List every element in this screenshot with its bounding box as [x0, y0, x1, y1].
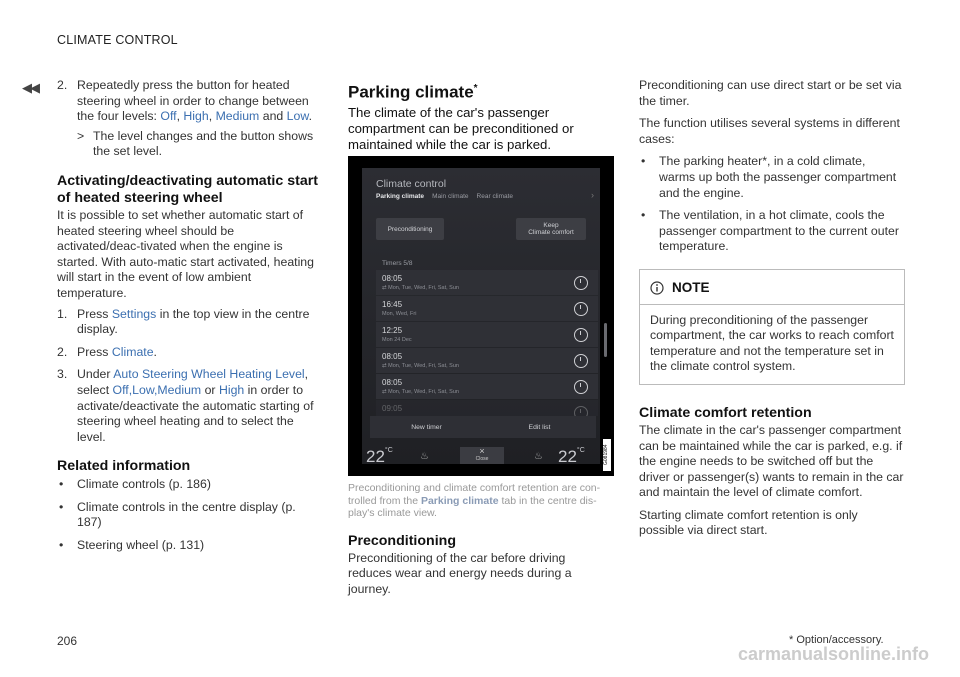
temp-value: 22 [366, 447, 385, 466]
tab-rear-climate[interactable]: Rear climate [476, 193, 514, 200]
separator: , [176, 109, 184, 124]
step-text: or [201, 382, 219, 397]
note-box [639, 269, 905, 385]
step-3 [57, 367, 319, 445]
step-2b [57, 345, 319, 361]
paragraph: Preconditioning can use direct start or be set via the timer. [639, 78, 902, 108]
step-text: in the top view in the centre display. [77, 306, 310, 337]
list-text: The ventilation, in a hot climate, cools the passenger compartment to the current outer temperature. [659, 208, 899, 254]
paragraph: The climate in the car's passenger compartment can be maintained while the car is parked, e.g. if the engine needs to be switched off but the driver or passenger(s) wants to remain in the car and maintain the level of climate comfort. [639, 422, 904, 500]
conjunction: and [259, 109, 287, 124]
column-middle [348, 79, 616, 153]
new-timer-button[interactable]: New timer [411, 423, 442, 431]
step-1 [57, 307, 319, 338]
parking-climate-heading [348, 79, 616, 103]
screen-title: Climate control [376, 178, 447, 190]
double-chevron-left-icon[interactable]: ◀◀ [22, 80, 38, 95]
step-number: 3. [57, 367, 68, 382]
timer-row[interactable] [376, 296, 598, 321]
bullet: • [641, 208, 646, 223]
section-heading: Activating/deactivating automatic start of heated steering wheel [57, 172, 318, 206]
paragraph: The function utilises several systems in different cases: [639, 116, 900, 146]
close-icon: × [479, 446, 485, 456]
scrollbar[interactable] [604, 323, 607, 357]
screen-tabs [376, 193, 513, 200]
bullet: • [59, 538, 64, 553]
step-text: Repeatedly press the button for heated steering wheel in order to change between the four levels: [77, 78, 309, 124]
timer-time: 08:05 [382, 378, 403, 387]
timer-list [376, 270, 598, 416]
step-text: , select [77, 367, 309, 397]
timer-time: 08:05 [382, 352, 403, 361]
chevron-right-icon[interactable]: › [591, 190, 594, 200]
caption-highlight: Parking climate [420, 494, 499, 507]
note-title: NOTE [672, 279, 710, 295]
timer-time: 09:05 [382, 404, 403, 413]
related-item[interactable] [57, 477, 319, 493]
list-item [639, 154, 905, 201]
image-caption [348, 482, 608, 520]
period: . [308, 109, 312, 124]
related-heading: Related information [57, 458, 191, 475]
footnote: * Option/accessory. [789, 634, 884, 646]
temp-unit: °C [384, 447, 393, 454]
setting-option-high: High [218, 382, 245, 397]
level-high: High [183, 109, 209, 124]
timer-days: ⇄ Mon, Tue, Wed, Fri, Sat, Sun [382, 363, 459, 369]
step-2 [57, 78, 319, 125]
timer-row[interactable] [376, 348, 598, 373]
clock-icon[interactable] [574, 406, 588, 416]
timer-actions [370, 416, 596, 438]
bullet: • [641, 154, 646, 169]
preconditioning-heading: Preconditioning [348, 532, 456, 549]
bullet: • [59, 477, 64, 492]
bullet: • [59, 499, 64, 514]
level-off: Off [160, 109, 177, 124]
timer-time: 16:45 [382, 300, 403, 309]
step-text: . [153, 344, 157, 359]
related-item[interactable] [57, 538, 319, 554]
preconditioning-button[interactable]: Preconditioning [376, 218, 444, 240]
note-header [650, 280, 894, 296]
step-text: Under [77, 367, 114, 382]
note-divider [640, 304, 904, 305]
step-text: in order to activate/deactivate the automatic starting of steering wheel heating and to select the level. [77, 382, 314, 444]
timer-time: 12:25 [382, 326, 403, 335]
caption-text: Preconditioning and climate comfort retention are con-trolled from the [348, 482, 601, 507]
seat-heat-right-icon[interactable]: ♨ [534, 451, 543, 462]
tab-parking-climate[interactable]: Parking climate [376, 193, 425, 200]
related-link[interactable]: Climate controls in the centre display (p. 187) [77, 499, 296, 530]
temp-right[interactable] [558, 447, 585, 467]
column-right [639, 78, 905, 539]
timer-row[interactable] [376, 270, 598, 295]
temp-left[interactable] [366, 447, 393, 467]
page-number: 206 [57, 634, 78, 648]
column-left [57, 78, 319, 554]
climate-screen-image [348, 156, 614, 476]
comfort-retention-heading: Climate comfort retention [639, 404, 812, 421]
edit-list-button[interactable]: Edit list [528, 423, 551, 431]
timer-days: Mon 24 Dec [382, 337, 412, 343]
clock-icon[interactable] [574, 328, 588, 342]
heading-text: Parking climate [348, 82, 474, 102]
button-line: Keep [543, 222, 559, 229]
timer-days: ⇄ Mon, Tue, Wed, Fri, Sat, Sun [382, 389, 459, 395]
info-icon [650, 281, 664, 295]
close-label: Close [475, 456, 489, 462]
timer-row[interactable] [376, 400, 598, 416]
related-link[interactable]: Steering wheel (p. 131) [77, 538, 205, 553]
timer-days: Mon, Wed, Fri [382, 311, 417, 317]
clock-icon[interactable] [574, 380, 588, 394]
level-medium: Medium [215, 109, 260, 124]
step-number: 1. [57, 306, 68, 321]
result-marker: > [77, 128, 85, 143]
paragraph: Starting climate comfort retention is only possible via direct start. [639, 507, 858, 538]
keep-climate-comfort-button[interactable] [516, 218, 586, 240]
option-marker: * [473, 83, 478, 94]
climate-link[interactable]: Climate [111, 344, 154, 359]
clock-icon[interactable] [574, 276, 588, 290]
column-middle-lower [348, 482, 608, 597]
step-text: Press [77, 344, 112, 359]
step-text: Press [77, 306, 112, 321]
list-item [639, 208, 905, 255]
page-header-title: CLIMATE CONTROL [57, 33, 178, 47]
setting-options: Off,Low,Medium [112, 382, 202, 397]
caption-text: tab in the centre dis-play's climate view. [348, 494, 597, 519]
separator: , [208, 109, 216, 124]
screen-display [362, 168, 600, 464]
button-line: Climate comfort [528, 229, 574, 236]
intro-paragraph: It is possible to set whether automatic start of heated steering wheel should be activated/deac-tivated when the engine is started. With auto-matic start activated, heating will start in the event of low ambient temperature. [57, 207, 314, 300]
settings-link[interactable]: Settings [111, 306, 157, 321]
related-item[interactable] [57, 500, 319, 531]
timer-days: ⇄ Mon, Tue, Wed, Fri, Sat, Sun [382, 285, 459, 291]
watermark: carmanualsonline.info [738, 644, 930, 664]
result-text: The level changes and the button shows the set level. [93, 128, 314, 159]
timer-row[interactable] [376, 322, 598, 347]
timer-row[interactable] [376, 374, 598, 399]
step-2-result [57, 129, 319, 160]
lead-paragraph: The climate of the car's passenger compartment can be preconditioned or maintained while the car is parked. [348, 104, 574, 152]
preconditioning-text: Preconditioning of the car before driving reduces wear and energy needs during a journey. [348, 550, 572, 596]
seat-heat-left-icon[interactable]: ♨ [420, 451, 429, 462]
timers-label: Timers 5/8 [382, 260, 413, 267]
note-text: During preconditioning of the passenger compartment, the car works to reach comfort temperature and not the temperature set in the climate control system. [650, 312, 894, 374]
tab-main-climate[interactable]: Main climate [432, 193, 469, 200]
image-code: G081984 [603, 439, 611, 471]
step-number: 2. [57, 344, 68, 359]
clock-icon[interactable] [574, 302, 588, 316]
step-number: 2. [57, 78, 68, 92]
temp-value: 22 [558, 447, 577, 466]
setting-name: Auto Steering Wheel Heating Level [113, 367, 305, 382]
close-button[interactable] [460, 447, 504, 464]
clock-icon[interactable] [574, 354, 588, 368]
timer-time: 08:05 [382, 274, 403, 283]
related-link[interactable]: Climate controls (p. 186) [77, 477, 211, 492]
temp-unit: °C [576, 447, 585, 454]
level-low: Low [286, 109, 309, 124]
list-text: The parking heater*, in a cold climate, warms up both the passenger compartment and the engine. [659, 154, 897, 200]
